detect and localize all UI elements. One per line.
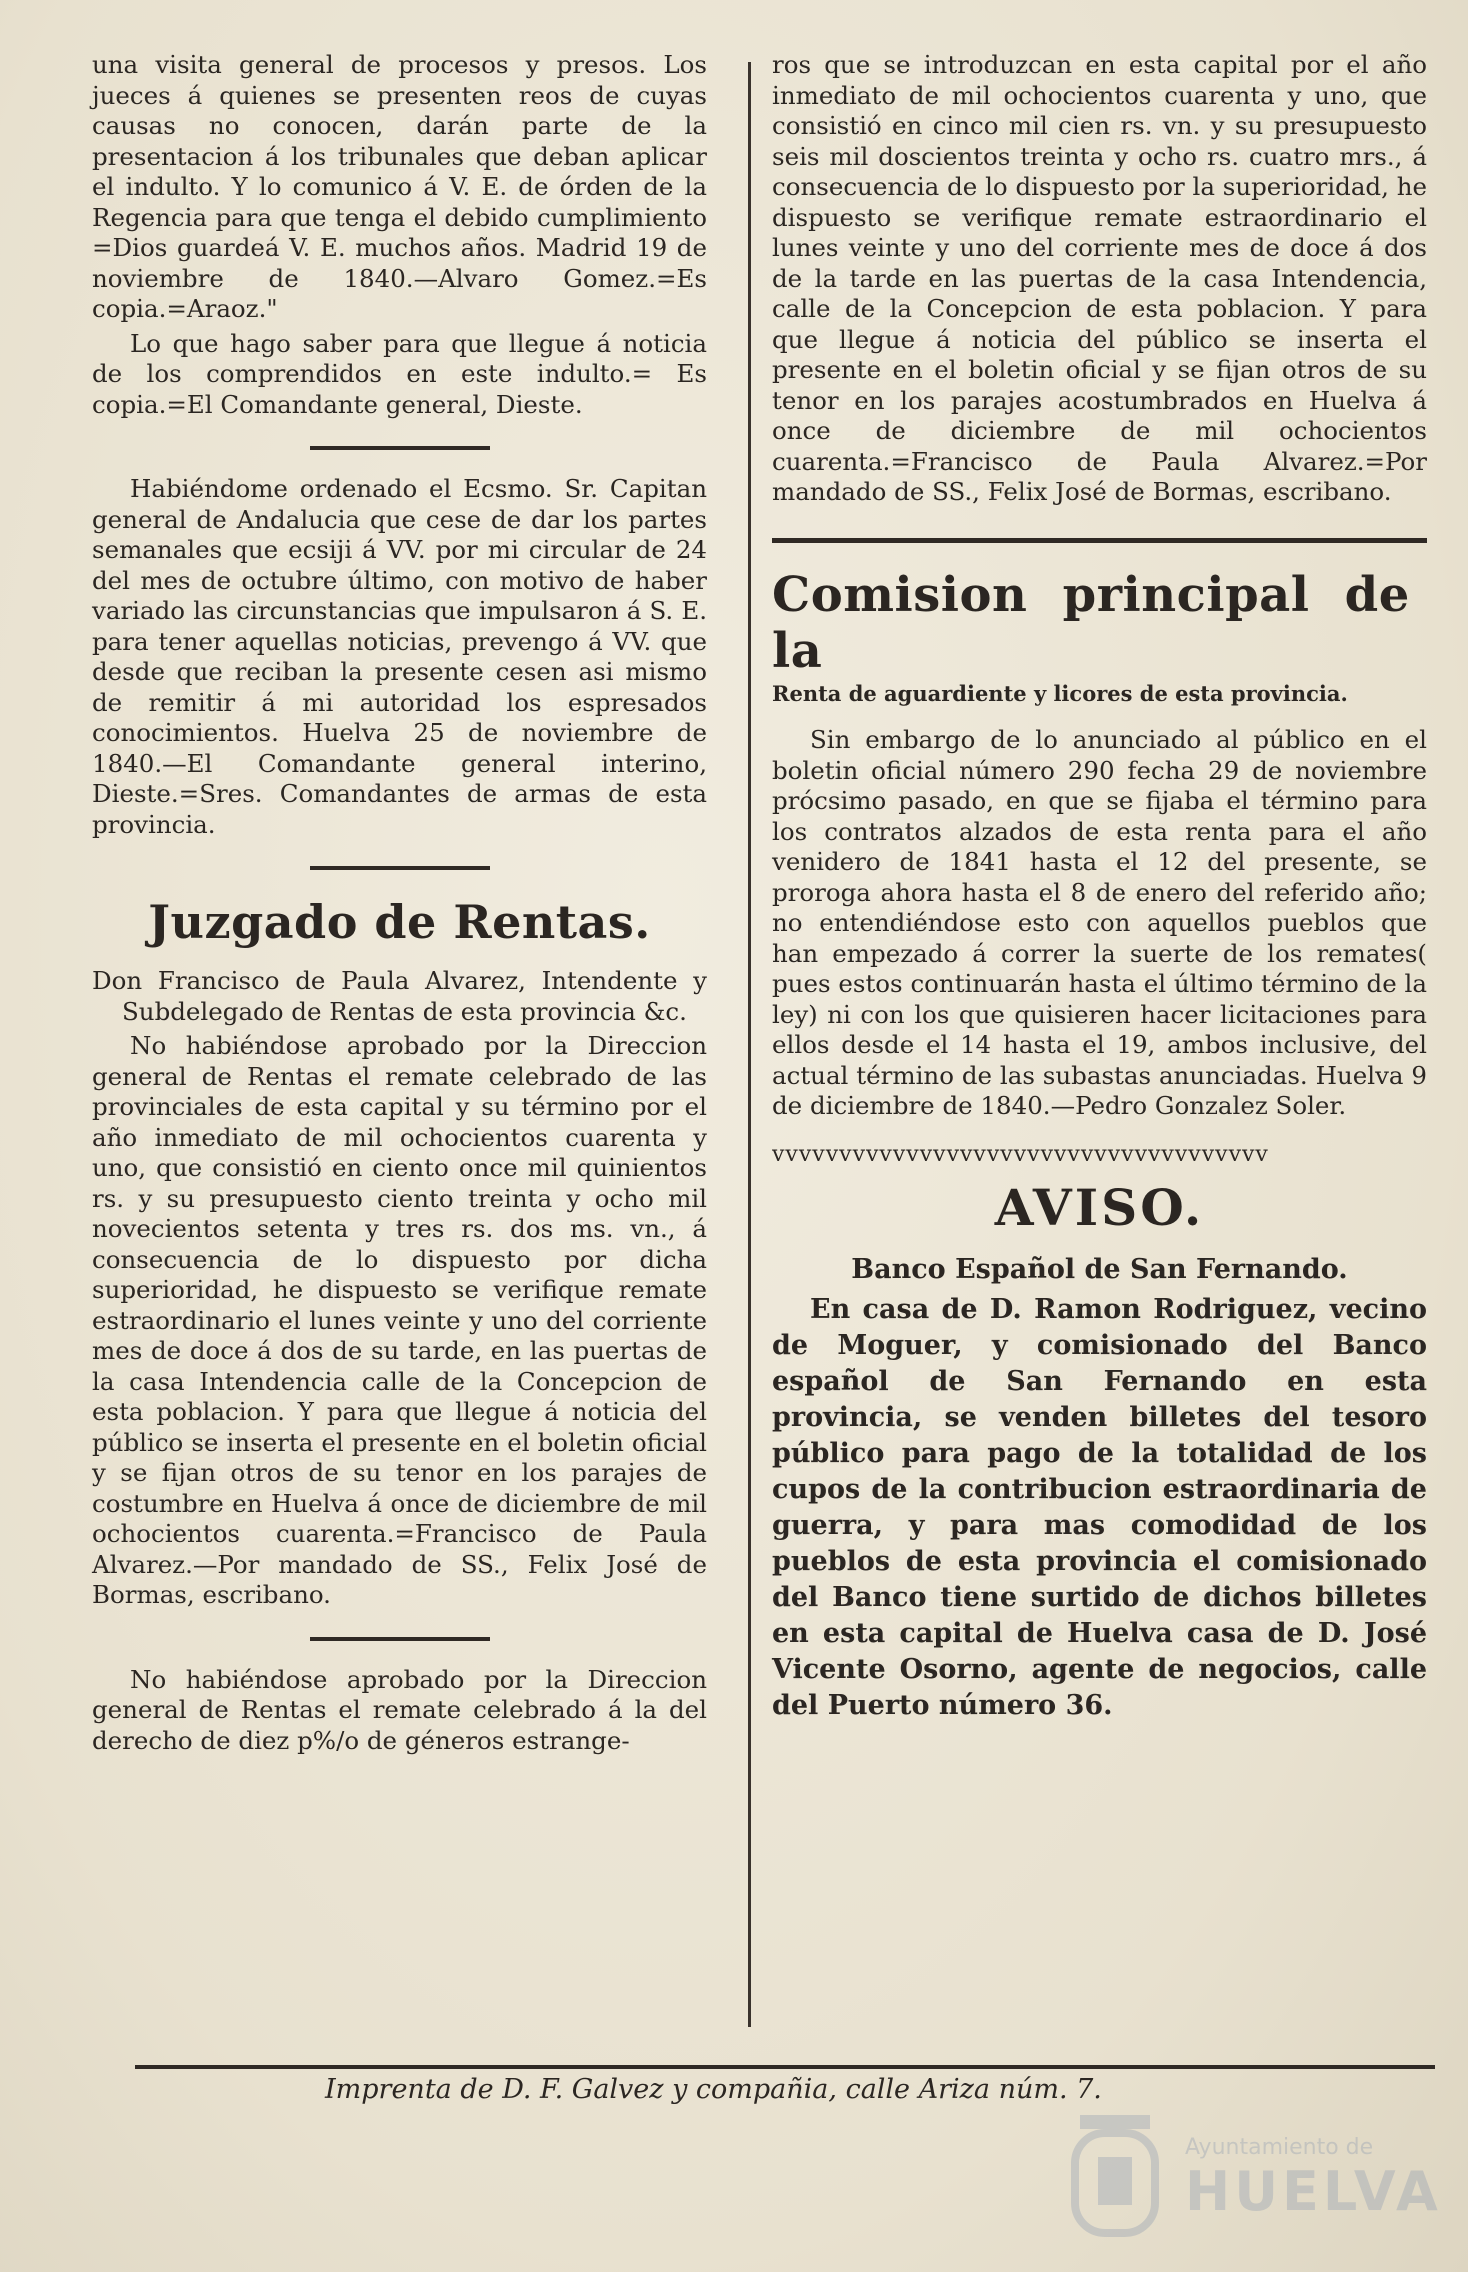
left-para-3: Habiéndome ordenado el Ecsmo. Sr. Capitan general de Andalucia que cese de dar los partes semanales que ecsiji á VV. por mi circular de 24 del mes de octubre último, con motivo de haber variado las circunstancias que impulsaron á S. E. para tener aquellas noticias, prevengo á VV. que desde que reciban la presente cesen asi mismo de remitir á mi autoridad los espresados conocimientos. Huelva 25 de noviembre de 1840.—El Comandante general interino, Dieste.=Sres. Comandantes de armas de esta provincia. [92, 474, 707, 839]
footer-divider [135, 2065, 1435, 2069]
left-para-4: Don Francisco de Paula Alvarez, Intendente y Subdelegado de Rentas de esta provincia &c. [92, 966, 707, 1026]
ornament-border: ᴠᴠᴠᴠᴠᴠᴠᴠᴠᴠᴠᴠᴠᴠᴠᴠᴠᴠᴠᴠᴠᴠᴠᴠᴠᴠᴠᴠᴠᴠᴠᴠᴠᴠᴠᴠᴠ [772, 1141, 1269, 1167]
watermark-logo [1060, 2105, 1442, 2265]
aviso-title: AVISO. [994, 1178, 1205, 1237]
watermark-text-line1: Ayuntamiento de [1185, 2135, 1374, 2160]
section-title-comision: Comision principal de la [772, 566, 1410, 679]
short-divider [310, 866, 490, 870]
watermark-text-line2: HUELVA [1185, 2160, 1442, 2223]
right-para-1: ros que se introduzcan en esta capital por el año inmediato de mil ochocientos cuarenta y uno, que consistió en cinco mil cien rs. vn. y su presupuesto seis mil doscientos treinta y ocho rs. cuatro mrs., á consecuencia de lo dispuesto por la superioridad, he dispuesto se verifique remate estraordinario el lunes veinte y uno del corriente mes de doce á dos de la tarde en las puertas de la casa Intendencia, calle de la Concepcion de esta poblacion. Y para que llegue á noticia del público se inserta el presente en el boletin oficial y se fijan otros de su tenor en los parajes acostumbrados en Huelva á once de diciembre de mil ochocientos cuarenta.=Francisco de Paula Alvarez.=Por mandado de SS., Felix José de Bormas, escribano. [772, 50, 1427, 506]
section-title-juzgado: Juzgado de Rentas. [148, 895, 651, 949]
left-para-6: No habiéndose aprobado por la Direccion general de Rentas el remate celebrado á la del derecho de diez p%/o de géneros estrange- [92, 1664, 707, 1755]
aviso-subtitle: Banco Español de San Fernando. [851, 1254, 1348, 1285]
left-para-5: No habiéndose aprobado por la Direccion general de Rentas el remate celebrado de las provinciales de esta capital y su término por el año inmediato de mil ochocientos cuarenta y uno, que consistió en ciento once mil quinientos rs. y su presupuesto ciento treinta y ocho mil novecientos setenta y tres rs. dos ms. vn., á consecuencia de lo dispuesto por dicha superioridad, he dispuesto se verifique remate estraordinario el lunes veinte y uno del corriente mes de doce á dos de su tarde, en las puertas de la casa Intendencia calle de la Concepcion de esta poblacion. Y para que llegue á noticia del público se inserta el presente en el boletin oficial y se fijan otros de su tenor en los parajes de costumbre en Huelva á once de diciembre de mil ochocientos cuarenta.=Francisco de Paula Alvarez.—Por mandado de SS., Felix José de Bormas, escribano. [92, 1031, 707, 1609]
left-column [92, 50, 707, 1760]
aviso-body: En casa de D. Ramon Rodriguez, vecino de Moguer, y comisionado del Banco español de San Fernando en esta provincia, se venden billetes del tesoro público para pago de la totalidad de los cupos de la contribucion estraordinaria de guerra, y para mas comodidad de los pueblos de esta provincia el comisionado del Banco tiene surtido de dichos billetes en esta capital de Huelva casa de D. José Vicente Osorno, agente de negocios, calle del Puerto número 36. [772, 1294, 1427, 1721]
left-para-1: una visita general de procesos y presos. Los jueces á quienes se presenten reos de cuyas causas no conocen, darán parte de la presentacion á los tribunales que deban aplicar el indulto. Y lo comunico á V. E. de órden de la Regencia para que tenga el debido cumplimiento =Dios guardeá V. E. muchos años. Madrid 19 de noviembre de 1840.—Alvaro Gomez.=Es copia.=Araoz." [92, 50, 707, 323]
short-divider [310, 446, 490, 450]
right-column [772, 50, 1427, 1728]
column-divider [748, 62, 751, 2027]
section-subtitle: Renta de aguardiente y licores de esta provincia. [772, 680, 1348, 706]
left-para-2: Lo que hago saber para que llegue á noticia de los comprendidos en este indulto.= Es copia.=El Comandante general, Dieste. [92, 328, 707, 419]
short-divider [310, 1637, 490, 1641]
printer-footer: Imprenta de D. F. Galvez y compañia, calle Ariza núm. 7. [325, 2074, 1102, 2105]
right-para-2: Sin embargo de lo anunciado al público en el boletin oficial número 290 fecha 29 de noviembre prócsimo pasado, en que se fijaba el término para los contratos alzados de esta renta para el año venidero de 1841 hasta el 12 del presente, se proroga ahora hasta el 8 de enero del referido año; no entendiéndose esto con aquellos pueblos que han empezado á correr la suerte de los remates( pues estos continuarán hasta el último término de la ley) ni con los que quisieren hacer licitaciones para ellos desde el 14 hasta el 19, ambos inclusive, del actual término de las subastas anunciadas. Huelva 9 de diciembre de 1840.—Pedro Gonzalez Soler. [772, 725, 1427, 1120]
city-crest-icon [1060, 2105, 1170, 2255]
long-divider [772, 538, 1427, 543]
